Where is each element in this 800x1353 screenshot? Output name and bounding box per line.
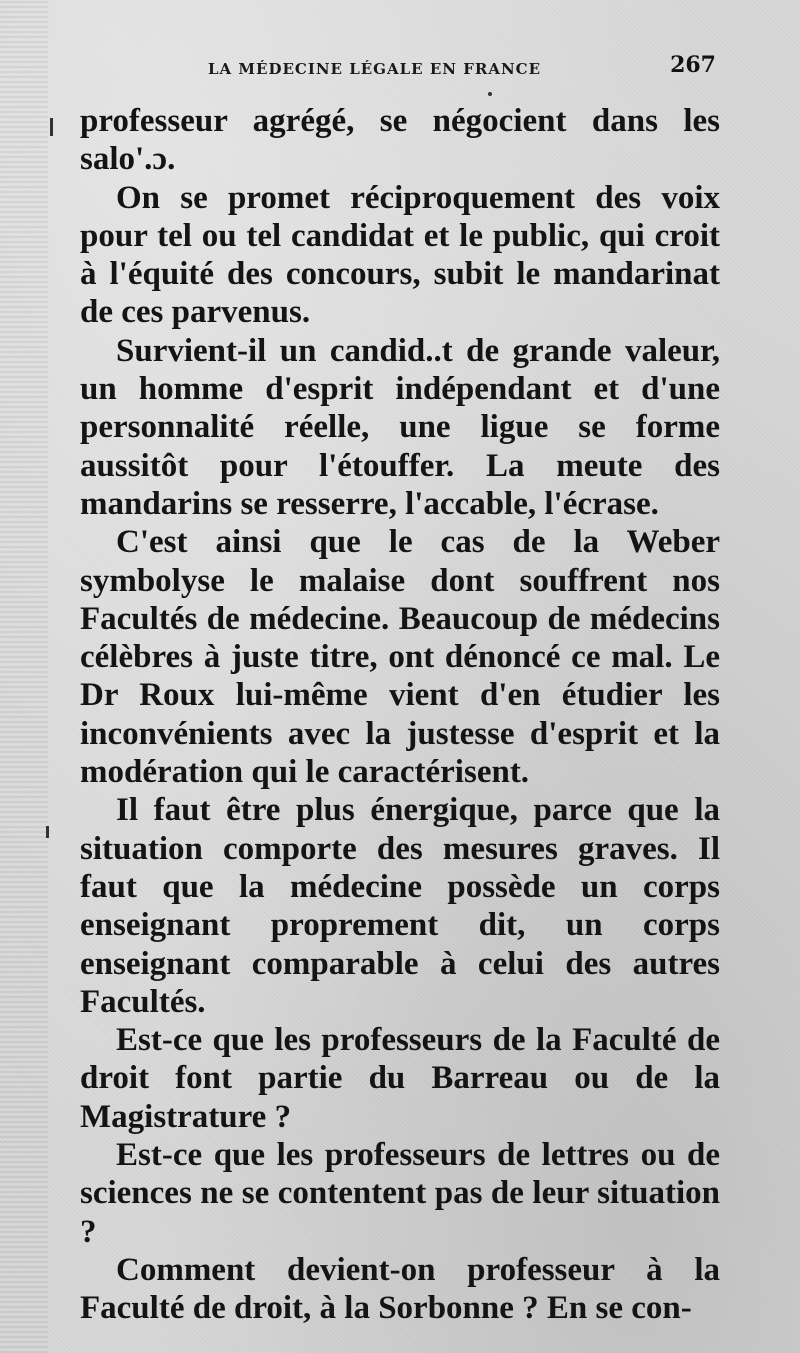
paragraph: Comment devient-on professeur à la Faculté de droit, à la Sorbonne ? En se con-	[80, 1251, 720, 1327]
margin-mark	[50, 118, 53, 136]
paragraph: Est-ce que les professeurs de la Faculté de droit font partie du Barreau ou de la Magistrature ?	[80, 1022, 720, 1135]
paragraph: professeur agrégé, se négocient dans les salo'.ɔ.	[80, 103, 720, 178]
ink-dot	[488, 92, 492, 96]
paragraph: Est-ce que les professeurs de lettres ou de sciences ne se contentent pas de leur situation ?	[80, 1137, 720, 1250]
margin-mark	[46, 826, 49, 838]
paragraph: C'est ainsi que le cas de la Weber symbolyse le malaise dont souffrent nos Facultés de médecine. Beaucoup de médecins célèbres à juste titre, ont dénoncé ce mal. Le Dr Roux lui-même vient d'en étudier les inconvénients avec la justesse d'esprit et la modération qui le caractérisent.	[80, 524, 720, 791]
running-title: LA MÉDECINE LÉGALE EN FRANCE	[208, 60, 542, 78]
page-number: 267	[670, 52, 716, 78]
running-head	[78, 52, 726, 82]
body-text	[80, 102, 720, 1328]
paragraph: Il faut être plus énergique, parce que la situation comporte des mesures graves. Il faut que la médecine possède un corps enseignant proprement dit, un corps enseignant comparable à celui des autres Facultés.	[80, 792, 720, 1020]
paragraph: Survient-il un candid..t de grande valeur, un homme d'esprit indépendant et d'une personnalité réelle, une ligue se forme aussitôt pour l'étouffer. La meute des mandarins se resserre, l'accable, l'écrase.	[80, 332, 720, 522]
page-gutter-edge	[0, 0, 48, 1353]
paragraph: On se promet réciproquement des voix pour tel ou tel candidat et le public, qui croit à l'équité des concours, subit le mandarinat de ces parvenus.	[80, 179, 720, 331]
